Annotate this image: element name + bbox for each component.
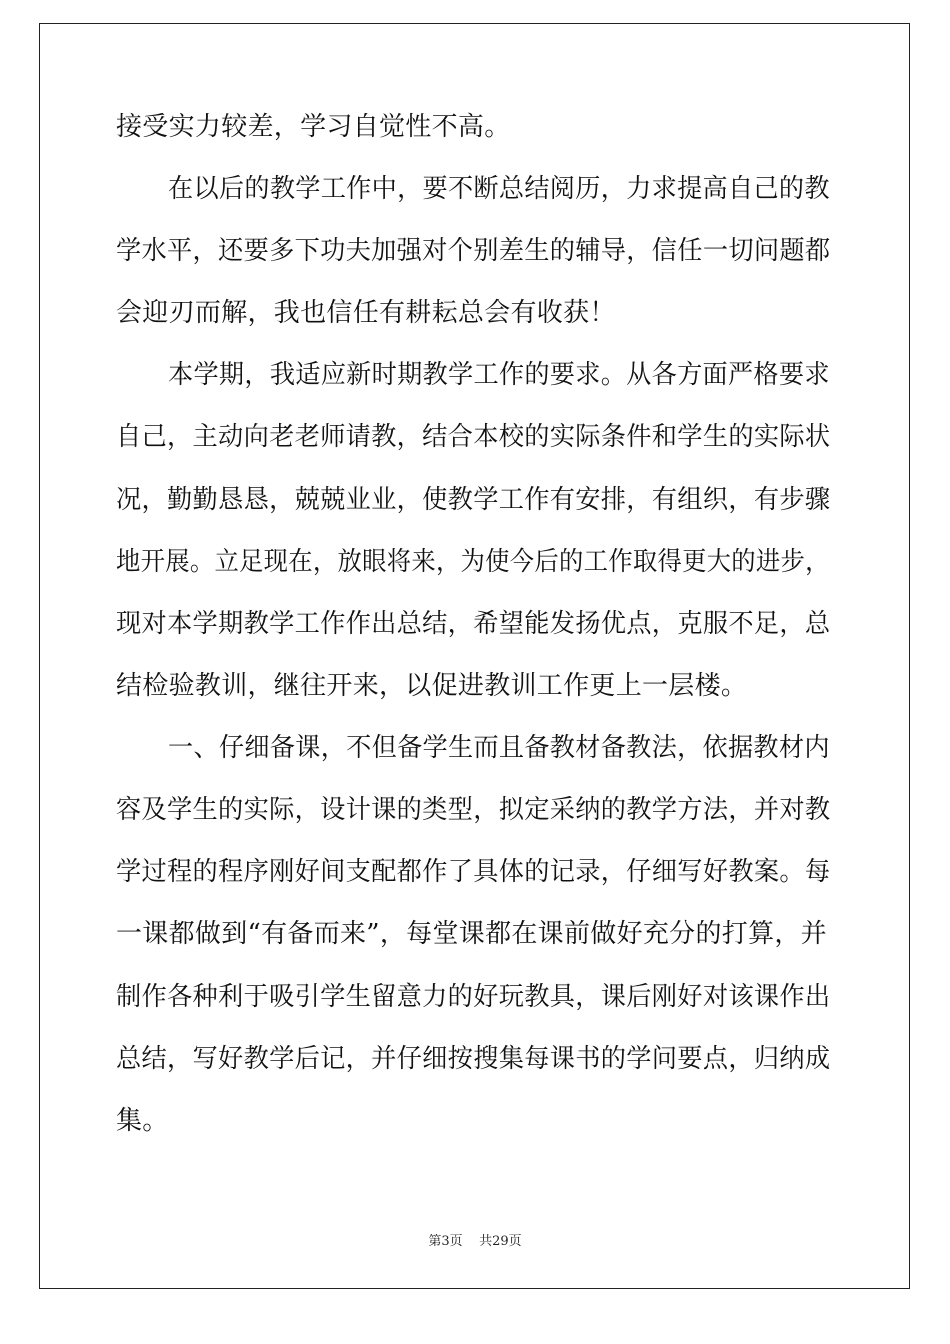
text-line: 况，勤勤恳恳，兢兢业业，使教学工作有安排，有组织，有步骤: [116, 485, 831, 515]
text-line: 在以后的教学工作中，要不断总结阅历，力求提高自己的教: [168, 174, 830, 204]
text-line: 会迎刃而解，我也信任有耕耘总会有收获！: [116, 298, 616, 328]
text-line: 总结，写好教学后记，并仔细按搜集每课书的学问要点，归纳成: [116, 1044, 831, 1074]
text-line: 学水平，还要多下功夫加强对个别差生的辅导，信任一切问题都: [116, 236, 831, 266]
text-line: 结检验教训，继往开来，以促进教训工作更上一层楼。: [116, 671, 748, 701]
page-border: [39, 23, 910, 1289]
text-line: 接受实力较差，学习自觉性不高。: [116, 112, 511, 142]
text-line: 制作各种利于吸引学生留意力的好玩教具，课后刚好对该课作出: [116, 982, 831, 1012]
text-line: 地开展。立足现在，放眼将来，为使今后的工作取得更大的进步，: [116, 547, 830, 577]
text-line: 现对本学期教学工作作出总结，希望能发扬优点，克服不足，总: [116, 609, 831, 639]
page-number: 第3页 共29页: [428, 1234, 522, 1249]
text-line: 一、仔细备课，不但备学生而且备教材备教法，依据教材内: [168, 733, 830, 763]
text-line: 集。: [116, 1106, 169, 1136]
text-line: 本学期，我适应新时期教学工作的要求。从各方面严格要求: [168, 360, 830, 390]
text-line: 一课都做到“有备而来”，每堂课都在课前做好充分的打算，并: [116, 919, 827, 949]
text-line: 自己，主动向老老师请教，结合本校的实际条件和学生的实际状: [116, 422, 831, 452]
text-line: 学过程的程序刚好间支配都作了具体的记录，仔细写好教案。每: [116, 857, 831, 887]
text-line: 容及学生的实际，设计课的类型，拟定采纳的教学方法，并对教: [116, 795, 831, 825]
